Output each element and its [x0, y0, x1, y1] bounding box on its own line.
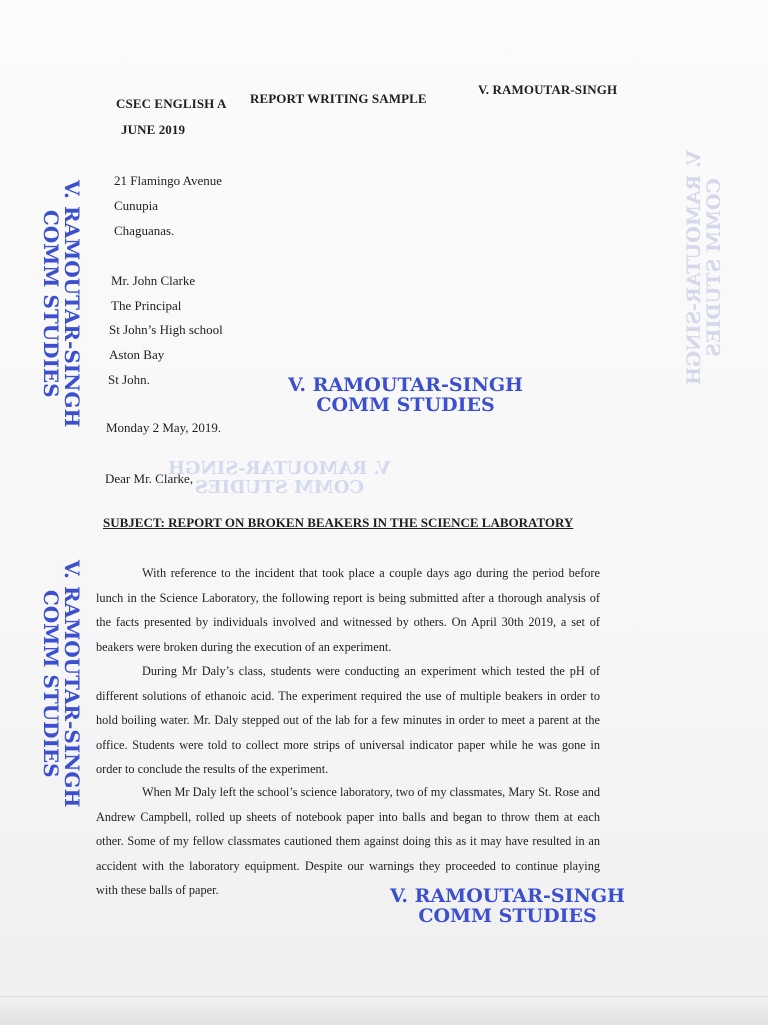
recipient-address-line: The Principal — [111, 298, 182, 313]
salutation: Dear Mr. Clarke, — [105, 471, 194, 486]
recipient-address-line: Aston Bay — [109, 347, 165, 362]
recipient-address-line: St John. — [108, 372, 150, 387]
document-title: REPORT WRITING SAMPLE — [250, 91, 427, 106]
course-title: CSEC ENGLISH A — [116, 96, 227, 111]
watermark-stamp: V. RAMOUTAR-SINGH COMM STUDIES — [390, 885, 626, 927]
body-paragraph: With reference to the incident that took place a couple days ago during the period before lunch in the Science Laboratory, the following report is being submitted after a thorough analysis of the facts presented by individuals involved and witnessed by others. On April 30th 2019, a set of beakers were broken during the execution of an experiment. — [96, 566, 600, 654]
page-bottom-edge — [0, 996, 768, 1025]
ghost-stamp-mirrored: V. RAMOUTAR-SINGH COMM STUDIES — [683, 150, 725, 386]
body-paragraph: When Mr Daly left the school’s science laboratory, two of my classmates, Mary St. Rose and Andrew Campbell, rolled up sheets of notebook paper into balls and began to throw them at each other. Some of my fellow classmates cautioned them against doing this as it may have resulted in an accident with the laboratory equipment. Despite our warnings they proceeded to continue playing with these balls of paper. — [96, 785, 600, 898]
watermark-stamp: V. RAMOUTAR-SINGH COMM STUDIES — [288, 374, 524, 416]
author-name: V. RAMOUTAR-SINGH — [478, 82, 618, 97]
watermark-stamp-vertical: V. RAMOUTAR-SINGH COMM STUDIES — [39, 180, 84, 428]
subject-line: SUBJECT: REPORT ON BROKEN BEAKERS IN THE SCIENCE LABORATORY — [103, 515, 574, 530]
document-date: JUNE 2019 — [121, 122, 186, 137]
body-paragraph: During Mr Daly’s class, students were conducting an experiment which tested the pH of different solutions of ethanoic acid. The experiment required the use of multiple beakers in order to hold boiling water. Mr. Daly stepped out of the lab for a few minutes in order to meet a parent at the office. Students were told to collect more strips of universal indicator paper while he was gone in order to conclude the results of the experiment. — [96, 664, 600, 777]
recipient-address-line: St John’s High school — [109, 322, 223, 337]
watermark-stamp-vertical: V. RAMOUTAR-SINGH COMM STUDIES — [39, 560, 84, 808]
letter-date: Monday 2 May, 2019. — [106, 420, 222, 435]
sender-address-line: Chaguanas. — [114, 223, 175, 238]
ghost-stamp-mirrored: V. RAMOUTAR-SINGH COMM STUDIES — [168, 458, 391, 498]
sender-address-line: 21 Flamingo Avenue — [114, 173, 223, 188]
sender-address-line: Cunupia — [114, 198, 159, 213]
recipient-address-line: Mr. John Clarke — [111, 273, 196, 288]
